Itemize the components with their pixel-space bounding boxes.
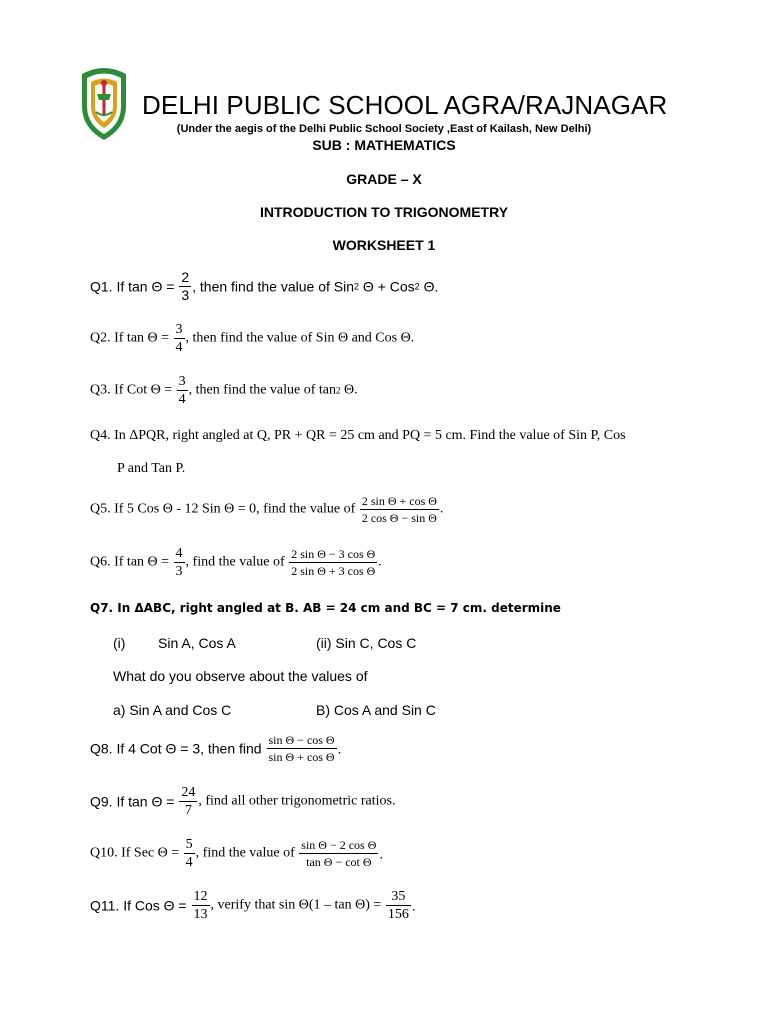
fraction: $\frac{\text{2 sin Θ − 3 cos Θ}}{\text{2 sin Θ + 3 cos Θ}}$ — [291, 547, 376, 578]
fraction: $\frac{4}{3}$ — [175, 546, 183, 579]
fraction: $\frac{\text{sin Θ − 2 cos Θ}}{\text{tan Θ − cot Θ}}$ — [301, 838, 377, 869]
question-2: Q2. If tan Θ = $\frac{3}{4}$ , then find the value of Sin Θ and Cos Θ. — [90, 322, 415, 355]
question-7-observe: What do you observe about the values of — [113, 668, 368, 684]
fraction: $\frac{3}{4}$ — [175, 322, 183, 355]
question-6: Q6. If tan Θ = $\frac{4}{3}$ , find the value of $\frac{\text{2 sin Θ − 3 cos Θ}}{\text{2 sin Θ + 3 cos Θ}}$ . — [90, 546, 382, 579]
question-7-part-i: Sin A, Cos A — [158, 635, 236, 651]
question-10: Q10. If Sec Θ = $\frac{5}{4}$ , find the value of $\frac{\text{sin Θ − 2 cos Θ}}{\text{tan Θ − cot Θ}}$ . — [90, 837, 384, 870]
question-7-part-a: a) Sin A and Cos C — [113, 702, 232, 718]
question-5: Q5. If 5 Cos Θ - 12 Sin Θ = 0, find the value of $\frac{\text{2 sin Θ + cos Θ}}{\text{2 cos Θ − sin Θ}}$ . — [90, 494, 444, 525]
question-1: Q1. If tan Θ = $\frac{2}{3}$ , then find the value of Sin2 Θ + Cos2 Θ. — [90, 269, 439, 303]
question-7-part-b: B) Cos A and Sin C — [316, 702, 436, 718]
fraction: $\frac{12}{13}$ — [193, 889, 208, 922]
fraction: $\frac{2}{3}$ — [181, 269, 190, 303]
fraction: $\frac{\text{2 sin Θ + cos Θ}}{\text{2 cos Θ − sin Θ}}$ — [361, 494, 437, 525]
subject-heading: SUB : MATHEMATICS — [312, 137, 456, 153]
question-9: Q9. If tan Θ = $\frac{24}{7}$ , find all other trigonometric ratios. — [90, 785, 396, 818]
school-name: DELHI PUBLIC SCHOOL AGRA/RAJNAGAR — [142, 90, 668, 120]
question-7-part-i-label: (i) — [113, 635, 126, 651]
question-7: Q7. In ΔABC, right angled at B. AB = 24 cm and BC = 7 cm. determine — [90, 601, 561, 615]
worksheet-heading: WORKSHEET 1 — [332, 237, 436, 253]
fraction: $\frac{5}{4}$ — [185, 837, 193, 870]
question-8: Q8. If 4 Cot Θ = 3, then find $\frac{\text{sin Θ − cos Θ}}{\text{sin Θ + cos Θ}}$ . — [90, 733, 342, 764]
fraction: $\frac{3}{4}$ — [178, 374, 186, 407]
fraction: $\frac{\text{sin Θ − cos Θ}}{\text{sin Θ + cos Θ}}$ — [268, 733, 335, 764]
fraction: $\frac{35}{156}$ — [387, 889, 409, 922]
fraction: $\frac{24}{7}$ — [181, 785, 196, 818]
question-4-continued: P and Tan P. — [117, 461, 186, 476]
question-4: Q4. In ΔPQR, right angled at Q, PR + QR = 25 cm and PQ = 5 cm. Find the value of Sin P, Cos — [90, 428, 626, 443]
grade-heading: GRADE – X — [346, 171, 422, 187]
chapter-heading: INTRODUCTION TO TRIGONOMETRY — [259, 204, 509, 220]
question-11: Q11. If Cos Θ = $\frac{12}{13}$ , verify that sin Θ(1 – tan Θ) = $\frac{35}{156}$ . — [90, 889, 416, 922]
question-7-part-ii: (ii) Sin C, Cos C — [316, 635, 417, 651]
school-aegis-note: (Under the aegis of the Delhi Public School Society ,East of Kailash, New Delhi) — [176, 123, 592, 135]
question-3: Q3. If Cot Θ = $\frac{3}{4}$ , then find the value of tan2 Θ. — [90, 374, 358, 407]
